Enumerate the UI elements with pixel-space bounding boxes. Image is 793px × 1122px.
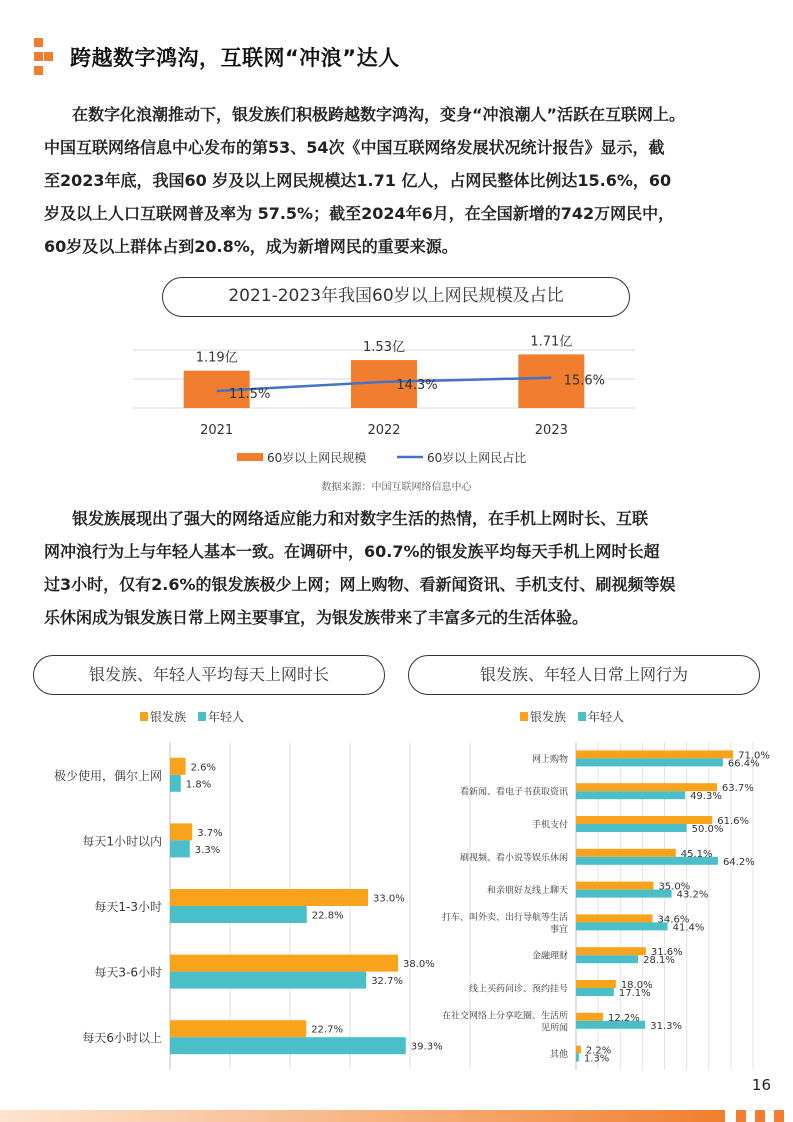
legend-label-young: 年轻人 bbox=[208, 710, 245, 724]
bar-young bbox=[170, 972, 366, 989]
legend-label-silver: 银发族 bbox=[530, 710, 567, 724]
bar-young bbox=[576, 890, 672, 898]
bar-silver bbox=[576, 1046, 581, 1054]
bar-silver bbox=[170, 1020, 306, 1037]
value-label-young: 43.2% bbox=[676, 889, 709, 901]
value-label-silver: 33.0% bbox=[373, 893, 405, 905]
footer-square-3 bbox=[774, 1110, 784, 1122]
value-label-young: 41.4% bbox=[672, 922, 705, 934]
category-label: 每天3-6小时 bbox=[94, 965, 162, 980]
bar-silver bbox=[170, 889, 368, 906]
chart2-title-pill bbox=[33, 655, 385, 695]
value-label-young: 39.3% bbox=[410, 1041, 443, 1053]
paragraph-line: 银发族展现出了强大的网络适应能力和对数字生活的热情，在手机上网时长、互联 bbox=[72, 509, 649, 528]
paragraph-line: 至2023年底，我国60 岁及以上网民规模达1.71 亿人，占网民整体比例达15.6%，60 bbox=[44, 171, 672, 190]
category-label: 网上购物 bbox=[531, 754, 568, 765]
value-label-silver: 18.0% bbox=[620, 980, 653, 991]
value-label-young: 32.7% bbox=[371, 976, 403, 988]
bar-silver bbox=[576, 882, 653, 890]
chart1-x-tick: 2021 bbox=[200, 423, 234, 438]
footer-square-2 bbox=[755, 1110, 765, 1122]
bar-young bbox=[576, 955, 638, 963]
chart1-legend-line-label: 60岁以上网民占比 bbox=[427, 451, 527, 465]
chart1-bar-label: 1.71亿 bbox=[530, 334, 573, 350]
category-label: 极少使用，偶尔上网 bbox=[53, 768, 162, 783]
bar-silver bbox=[170, 758, 186, 775]
chart3-svg bbox=[396, 700, 793, 1080]
footer-gradient-bar bbox=[0, 1110, 725, 1122]
bar-silver bbox=[576, 1013, 603, 1021]
chart1-x-tick: 2022 bbox=[367, 423, 401, 438]
value-label-young: 1.8% bbox=[185, 779, 212, 791]
chart2-title: 银发族、年轻人平均每天上网时长 bbox=[88, 665, 329, 684]
value-label-silver: 34.6% bbox=[657, 914, 690, 926]
value-label-silver: 2.6% bbox=[190, 762, 217, 774]
paragraph-line: 岁及以上人口互联网普及率为 57.5%；截至2024年6月，在全国新增的742万网民中， bbox=[44, 204, 675, 223]
value-label-silver: 71.0% bbox=[738, 750, 770, 762]
chart1-title-pill bbox=[162, 277, 630, 317]
data-source: 数据来源：中国互联网络信息中心 bbox=[321, 482, 472, 493]
value-label-silver: 61.6% bbox=[717, 816, 750, 827]
value-label-silver: 3.7% bbox=[197, 827, 223, 839]
chart2-svg bbox=[0, 700, 443, 1080]
logo-square-4 bbox=[34, 66, 43, 75]
bar-young bbox=[170, 906, 307, 923]
value-label-young: 49.3% bbox=[690, 791, 722, 803]
category-label: 每天1-3小时 bbox=[94, 900, 162, 914]
category-label: 每天1小时以内 bbox=[82, 834, 162, 849]
legend-swatch-young bbox=[198, 712, 206, 721]
bar-young bbox=[170, 775, 181, 792]
bar-young bbox=[576, 1054, 579, 1062]
bar-silver bbox=[576, 849, 676, 857]
chart3-title: 银发族、年轻人日常上网行为 bbox=[479, 665, 688, 684]
logo-square-3 bbox=[44, 52, 53, 61]
bar-silver bbox=[576, 783, 717, 791]
value-label-silver: 45.1% bbox=[680, 848, 713, 860]
category-label: 其他 bbox=[549, 1050, 568, 1061]
bar-silver bbox=[170, 955, 398, 972]
legend-label-silver: 银发族 bbox=[150, 710, 187, 724]
value-label-silver: 31.6% bbox=[650, 947, 683, 959]
chart1-title: 2021-2023年我国60岁以上网民规模及占比 bbox=[228, 286, 564, 306]
page-title: 跨越数字鸿沟，互联网“冲浪”达人 bbox=[70, 46, 400, 70]
bar-young bbox=[576, 791, 685, 799]
bar-silver bbox=[576, 914, 653, 922]
chart1-line-label: 11.5% bbox=[229, 386, 271, 402]
chart1-bar-label: 1.19亿 bbox=[195, 350, 238, 366]
value-label-young: 3.3% bbox=[194, 844, 221, 856]
category-label: 看新闻、看电子书获取资讯 bbox=[459, 787, 568, 798]
paragraph-line: 网冲浪行为上与年轻人基本一致。在调研中，60.7%的银发族平均每天手机上网时长超 bbox=[44, 542, 660, 561]
value-label-silver: 63.7% bbox=[721, 783, 754, 795]
chart1-line-label: 14.3% bbox=[396, 377, 438, 393]
chart1-bar-label: 1.53亿 bbox=[363, 340, 405, 356]
paragraph-line: 过3小时，仅有2.6%的银发族极少上网；网上购物、看新闻资讯、手机支付、刷视频等娱 bbox=[44, 575, 676, 594]
paragraph-line: 中国互联网络信息中心发布的第53、54次《中国互联网络发展状况统计报告》显示，截 bbox=[44, 138, 665, 157]
category-label: 见所闻 bbox=[540, 1023, 568, 1034]
bar-silver bbox=[576, 816, 712, 824]
chart1-x-tick: 2023 bbox=[534, 423, 568, 438]
value-label-young: 66.4% bbox=[727, 758, 760, 770]
bar-young bbox=[170, 840, 190, 857]
footer-square-1 bbox=[736, 1110, 746, 1122]
category-label: 线上买药问诊、预约挂号 bbox=[468, 984, 568, 995]
paragraph-line: 乐休闲成为银发族日常上网主要事宜，为银发族带来了丰富多元的生活体验。 bbox=[44, 608, 589, 627]
legend-swatch-silver bbox=[140, 712, 148, 721]
bar-young bbox=[576, 988, 614, 996]
category-label: 事宜 bbox=[549, 924, 568, 935]
logo-square-1 bbox=[34, 38, 43, 47]
bar-silver bbox=[576, 750, 733, 758]
value-label-young: 50.0% bbox=[691, 824, 724, 835]
legend-label-young: 年轻人 bbox=[588, 710, 625, 724]
paragraph-intro bbox=[44, 98, 764, 263]
value-label-young: 17.1% bbox=[618, 988, 651, 999]
chart1-svg bbox=[0, 330, 793, 475]
value-label-silver: 2.2% bbox=[585, 1045, 612, 1057]
category-label: 刷视频、看小说等娱乐休闲 bbox=[459, 853, 568, 864]
chart1-legend-bar-label: 60岁以上网民规模 bbox=[267, 451, 367, 465]
category-label: 和亲朋好友线上聊天 bbox=[486, 886, 568, 897]
paragraph-line: 在数字化浪潮推动下，银发族们积极跨越数字鸿沟，变身“冲浪潮人”活跃在互联网上。 bbox=[72, 105, 686, 124]
value-label-silver: 38.0% bbox=[403, 959, 435, 971]
value-label-young: 31.3% bbox=[650, 1020, 683, 1032]
value-label-young: 1.3% bbox=[583, 1053, 610, 1065]
bar-silver bbox=[170, 823, 192, 840]
legend-swatch-silver bbox=[520, 712, 528, 721]
value-label-silver: 12.2% bbox=[607, 1012, 640, 1024]
logo-square-2 bbox=[34, 52, 43, 61]
paragraph-line: 60岁及以上群体占到20.8%，成为新增网民的重要来源。 bbox=[44, 237, 458, 256]
bar-silver bbox=[576, 980, 616, 988]
value-label-young: 64.2% bbox=[723, 856, 755, 868]
chart1-legend-bar-swatch bbox=[237, 453, 263, 461]
value-label-young: 28.1% bbox=[643, 955, 675, 967]
category-label: 打车、叫外卖、出行导航等生活 bbox=[441, 912, 568, 923]
value-label-young: 22.8% bbox=[311, 910, 344, 922]
category-label: 在社交网络上分享吃圈、生活所 bbox=[441, 1011, 568, 1022]
chart3-title-pill bbox=[408, 655, 760, 695]
bar-young bbox=[576, 922, 668, 930]
value-label-silver: 35.0% bbox=[658, 881, 691, 893]
category-label: 金融理财 bbox=[531, 951, 568, 962]
category-label: 手机支付 bbox=[531, 820, 568, 831]
chart1-line-label: 15.6% bbox=[563, 373, 605, 389]
bar-young bbox=[576, 824, 687, 832]
bar-silver bbox=[576, 947, 646, 955]
bar-young bbox=[576, 758, 723, 766]
category-label: 每天6小时以上 bbox=[82, 1031, 162, 1046]
value-label-silver: 22.7% bbox=[311, 1024, 343, 1036]
legend-swatch-young bbox=[578, 712, 586, 721]
page-number: 16 bbox=[751, 1076, 771, 1094]
bar-young bbox=[170, 1037, 406, 1054]
paragraph-findings bbox=[44, 502, 764, 634]
